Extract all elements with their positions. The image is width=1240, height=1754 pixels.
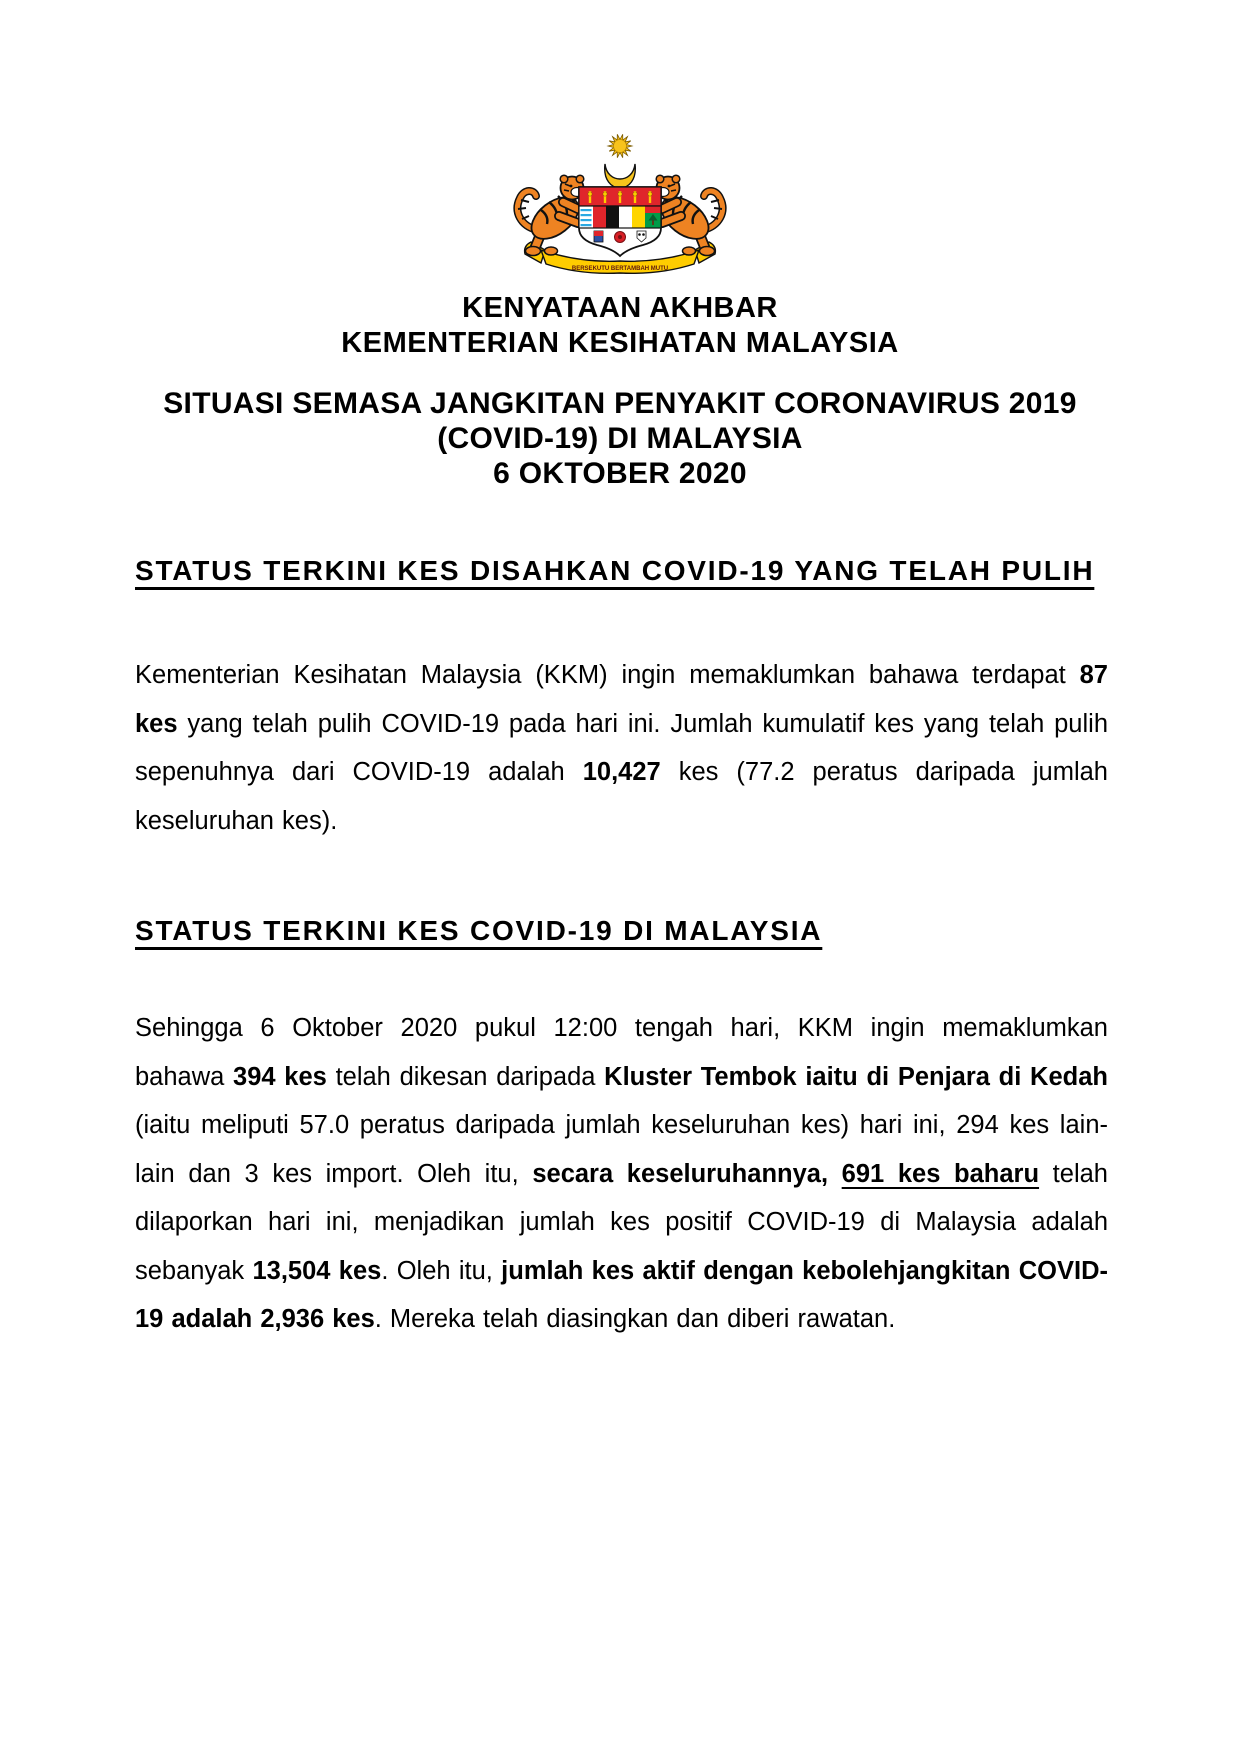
logo-container [0, 124, 1240, 281]
title-line-3: 6 OKTOBER 2020 [493, 457, 747, 490]
text-run: . Oleh itu, [381, 1256, 502, 1285]
motto-text: BERSEKUTU BERTAMBAH MUTU [571, 266, 669, 272]
text-run: secara keseluruhannya, [532, 1159, 842, 1188]
paragraph-recovered-cases [135, 651, 1108, 845]
shield [579, 187, 661, 256]
text-run: 13,504 kes [252, 1256, 382, 1285]
title-line-1: SITUASI SEMASA JANGKITAN PENYAKIT CORONAVIRUS 2019 [163, 387, 1077, 420]
text-run: . Mereka telah diasingkan dan diberi rawatan. [374, 1305, 896, 1333]
text-run: Sehingga 6 Oktober 2020 pukul 12:00 tengah hari, KKM ingin memaklumkan bahawa [135, 1014, 1108, 1091]
press-statement-header [0, 291, 1240, 361]
title-line-2: (COVID-19) DI MALAYSIA [437, 422, 803, 455]
section-heading-recovered-cases [135, 554, 1115, 588]
section-heading-current-status [135, 914, 1115, 948]
paragraph-current-status [135, 1004, 1108, 1344]
text-run: (iaitu meliputi 57.0 peratus daripada jumlah keseluruhan kes) hari ini, 294 kes lain-lain dan 3 kes import. Oleh itu, [135, 1111, 1108, 1188]
section-heading-text: STATUS TERKINI KES COVID-19 DI MALAYSIA [135, 915, 823, 946]
text-run: Kementerian Kesihatan Malaysia (KKM) ingin memaklumkan bahawa terdapat [135, 661, 1080, 689]
text-run: Kluster Tembok iaitu di Penjara di Kedah [604, 1062, 1108, 1091]
text-run: kes (77.2 peratus daripada jumlah keseluruhan kes). [135, 758, 1108, 835]
text-run: 10,427 [582, 758, 661, 786]
section-heading-text: STATUS TERKINI KES DISAHKAN COVID-19 YANG TELAH PULIH [135, 555, 1095, 586]
text-run: jumlah kes aktif dengan kebolehjangkitan COVID-19 adalah 2,936 kes [135, 1256, 1109, 1333]
text-run: 394 kes [233, 1062, 327, 1091]
header-line-2: KEMENTERIAN KESIHATAN MALAYSIA [341, 327, 899, 359]
text-run: 87 kes [135, 661, 1108, 738]
text-run: yang telah pulih COVID-19 pada hari ini. Jumlah kumulatif kes yang telah pulih sepenuhnya dari COVID-19 adalah [135, 709, 1108, 786]
text-run: 691 kes baharu [841, 1159, 1040, 1188]
malaysia-coat-of-arms-icon [475, 124, 765, 276]
text-run: telah dilaporkan hari ini, menjadikan jumlah kes positif COVID-19 di Malaysia adalah sebanyak [135, 1159, 1108, 1285]
header-line-1: KENYATAAN AKHBAR [462, 292, 778, 324]
document-title [0, 386, 1240, 491]
text-run: telah dikesan daripada [326, 1062, 605, 1091]
